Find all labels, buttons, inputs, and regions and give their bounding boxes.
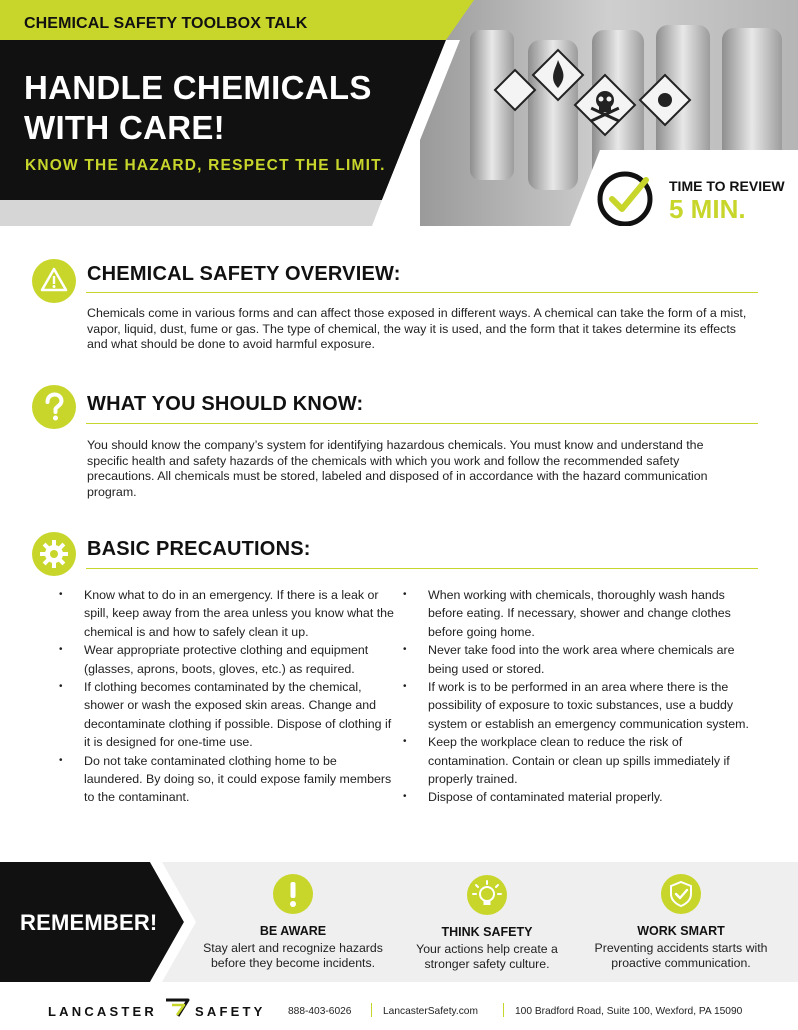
footer-address: 100 Bradford Road, Suite 100, Wexford, PA 15090 bbox=[515, 1006, 743, 1017]
review-time-badge bbox=[596, 168, 796, 226]
list-item: • If work is to be performed in an area where there is the possibility of exposure to toxic substances, use a buddy system or establish an emergency communication system. bbox=[398, 678, 754, 733]
footer-divider bbox=[371, 1003, 372, 1017]
clock-check-icon bbox=[596, 168, 658, 226]
footer-divider bbox=[503, 1003, 504, 1017]
footer-phone[interactable]: 888-403-6026 bbox=[288, 1006, 352, 1017]
section-divider bbox=[86, 423, 758, 424]
section-body: Chemicals come in various forms and can affect those exposed in different ways. A chemical can take the form of a mist, vapor, liquid, dust, fume or gas. The type of chemical, the way it is used, and the form that it takes determine its effects and what should be done to avoid harmful exposure. bbox=[87, 306, 747, 351]
tip-text: Stay alert and recognize hazards before they become incidents. bbox=[203, 941, 383, 970]
list-item: • If clothing becomes contaminated by the chemical, shower or wash the exposed skin areas. Change and decontaminate clothing if possible. Dispose of clothing if it is designed for one-time use. bbox=[54, 678, 394, 752]
remember-label: REMEMBER! bbox=[20, 910, 158, 935]
page-title: HANDLE CHEMICALS WITH CARE! bbox=[24, 69, 372, 146]
tip-title: BE AWARE bbox=[259, 924, 327, 938]
precautions-left-column bbox=[54, 586, 394, 807]
tip-think-safety bbox=[392, 875, 582, 972]
list-item: • When working with chemicals, thoroughly wash hands before eating. If necessary, shower and change clothes before going home. bbox=[398, 586, 754, 641]
precautions-right-column bbox=[398, 586, 754, 807]
remember-band bbox=[0, 862, 798, 982]
review-value: 5 MIN. bbox=[669, 194, 746, 224]
list-item: • Do not take contaminated clothing home to be laundered. By doing so, it could expose family members to the contaminant. bbox=[54, 752, 394, 807]
list-item: • Wear appropriate protective clothing and equipment (glasses, aprons, boots, gloves, etc.) as required. bbox=[54, 641, 394, 678]
lightbulb-icon bbox=[467, 875, 507, 915]
brand-name-right: SAFETY bbox=[195, 1004, 266, 1019]
tip-title: WORK SMART bbox=[637, 924, 725, 938]
question-icon bbox=[32, 385, 76, 429]
tip-text: Preventing accidents starts with proactive communication. bbox=[594, 941, 768, 970]
shield-check-icon bbox=[661, 874, 701, 914]
tip-text: Your actions help create a stronger safety culture. bbox=[416, 942, 558, 971]
section-divider bbox=[86, 568, 758, 569]
exclamation-icon bbox=[273, 874, 313, 914]
tip-work-smart bbox=[586, 874, 776, 971]
tip-title: THINK SAFETY bbox=[441, 925, 533, 939]
footer bbox=[0, 982, 798, 1030]
list-item: • Know what to do in an emergency. If there is a leak or spill, keep away from the area unless you know what the chemical is and how to safely clean it up. bbox=[54, 586, 394, 641]
list-item: • Dispose of contaminated material properly. bbox=[398, 788, 754, 806]
gear-icon bbox=[32, 532, 76, 576]
list-item: • Keep the workplace clean to reduce the risk of contamination. Contain or clean up spills immediately if properly trained. bbox=[398, 733, 754, 788]
tip-be-aware bbox=[198, 874, 388, 971]
footer-website[interactable]: LancasterSafety.com bbox=[383, 1006, 478, 1017]
kicker-label: CHEMICAL SAFETY TOOLBOX TALK bbox=[24, 15, 308, 32]
section-body: You should know the company’s system for identifying hazardous chemicals. You must know and understand the specific health and safety hazards of the chemicals with which you work and follow the recommended safety precautions. All chemicals must be stored, labeled and disposed of in accordance with the hazard communication program. bbox=[87, 438, 708, 499]
header-banner bbox=[0, 0, 798, 226]
warning-icon bbox=[32, 259, 76, 303]
page-subtitle: KNOW THE HAZARD, RESPECT THE LIMIT. bbox=[25, 157, 386, 174]
section-title: WHAT YOU SHOULD KNOW: bbox=[87, 393, 364, 415]
review-label: TIME TO REVIEW bbox=[669, 178, 785, 194]
section-title: BASIC PRECAUTIONS: bbox=[87, 538, 311, 560]
list-item: • Never take food into the work area where chemicals are being used or stored. bbox=[398, 641, 754, 678]
section-title: CHEMICAL SAFETY OVERVIEW: bbox=[87, 263, 401, 285]
brand-logo-icon bbox=[164, 996, 192, 1020]
section-divider bbox=[86, 292, 758, 293]
brand-name-left: LANCASTER bbox=[48, 1004, 157, 1019]
